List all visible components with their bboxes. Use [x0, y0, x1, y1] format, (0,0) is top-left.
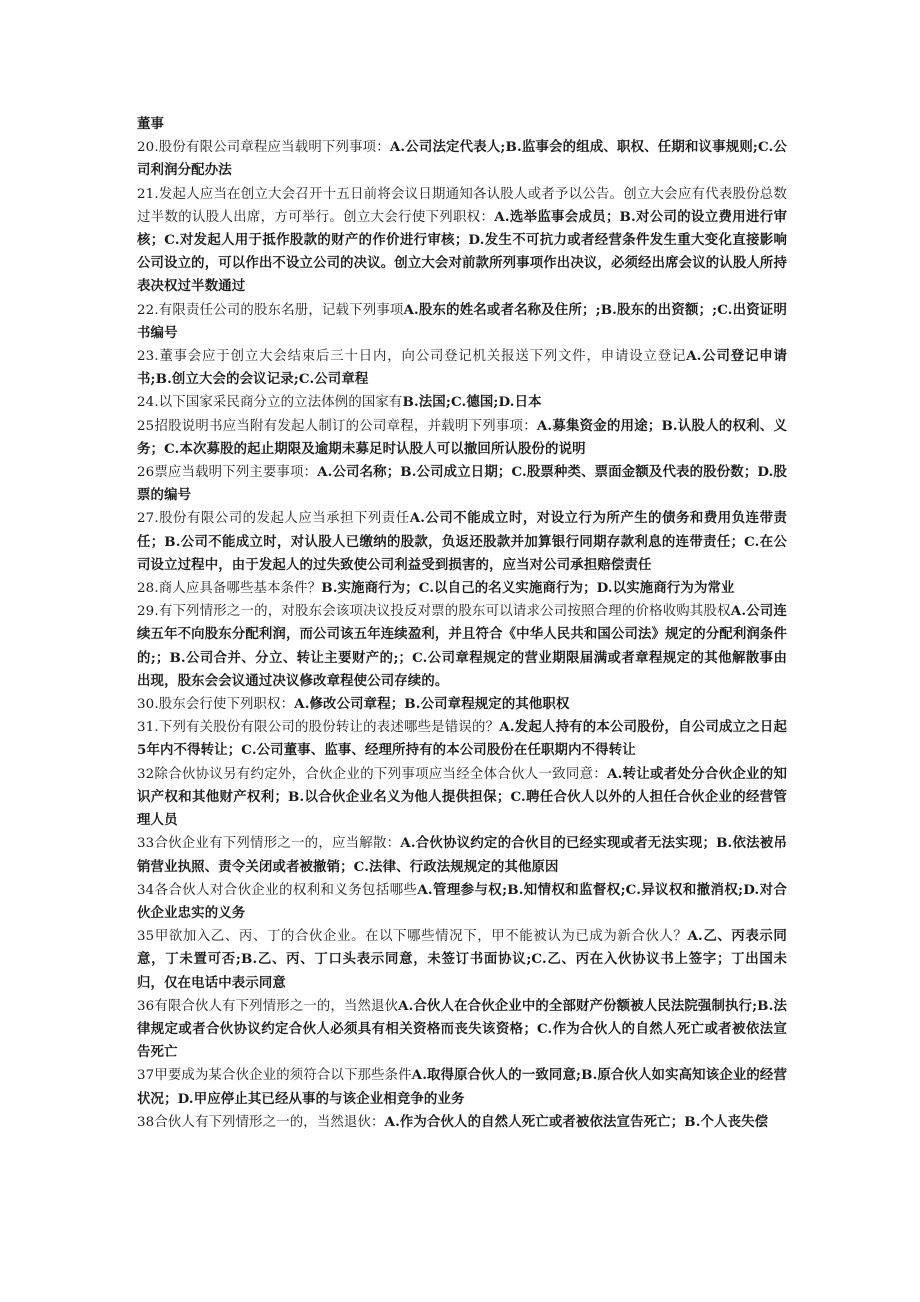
question-text: 24.以下国家采民商分立的立法体例的国家有: [137, 395, 403, 411]
answer-text: A.募集资金的用途；B.认股人的权利、义务；C.本次募股的起止期限及逾期未募足时认股人可以撤回所认股份的说明: [137, 417, 788, 457]
question-text: 37甲要成为某合伙企业的须符合以下那些条件: [137, 1068, 412, 1084]
list-item: [137, 600, 787, 693]
list-item: [137, 577, 787, 600]
question-text: 21.发起人应当在创立大会召开十五日前将会议日期通知各认股人或者予以公告。创立大会应有代表股份总数过半数的认股人出席，方可举行。创立大会行使下列职权：: [137, 186, 787, 225]
answer-text: A.取得原合伙人的一致同意;B.原合伙人如实高知该企业的经营状况；D.甲应停止其已经从事的与该企业相竞争的业务: [137, 1067, 787, 1107]
question-text: 38合伙人有下列情形之一的，当然退伙：: [137, 1114, 385, 1130]
answer-text: A.股东的姓名或者名称及住所；;B.股东的出资额；;C.出资证明书编号: [137, 301, 787, 341]
question-text: 26票应当载明下列主要事项：: [137, 465, 318, 481]
list-item: [137, 183, 787, 299]
list-item: [137, 1111, 787, 1134]
question-text: 33合伙企业有下列情形之一的，应当解散：: [137, 836, 401, 852]
list-item: [137, 995, 787, 1065]
answer-text: A.作为合伙人的自然人死亡或者被依法宣告死亡；B.个人丧失偿: [384, 1113, 769, 1130]
list-item: [137, 507, 787, 577]
answer-text: A.公司不能成立时，对设立行为所产生的债务和费用负连带责任；B.公司不能成立时，对认股人已缴纳的股款，负返还股款并加算银行同期存款利息的连带责任；C.在公司设立过程中，由于发起人的过失致使公司利益受到损害的，应当对公司承担赔偿责任: [137, 510, 787, 573]
answer-text: A.合伙人在合伙企业中的全部财产份额被人民法院强制执行;B.法律规定或者合伙协议约定合伙人必须具有相关资格而丧失该资格；C.作为合伙人的自然人死亡或者被依法宣告死亡: [137, 997, 788, 1061]
list-item: [137, 763, 787, 833]
list-item: [137, 716, 787, 762]
document-body: [137, 113, 787, 1134]
question-text: 28.商人应具备哪些基本条件？: [137, 581, 322, 597]
question-text: 23.董事会应于创立大会结束后三十日内，向公司登记机关报送下列文件，申请设立登记: [137, 349, 687, 365]
answer-text: A.管理参与权;B.知情权和监督权;C.异议权和撤消权;D.对合伙企业忠实的义务: [137, 881, 787, 921]
list-item: [137, 345, 787, 391]
list-item: [137, 415, 787, 461]
answer-text: A.选举监事会成员；B.对公司的设立费用进行审核；C.对发起人用于抵作股款的财产的作价进行审核；D.发生不可抗力或者经营条件发生重大变化直接影响公司设立的，可以作出不设立公司的决议。创立大会对前款所列事项作出决议，必须经出席会议的认股人所持表决权过半数通过: [137, 208, 787, 295]
question-text: 25招股说明书应当附有发起人制订的公司章程，并载明下列事项：: [137, 418, 537, 434]
question-text: 35甲欲加入乙、丙、丁的合伙企业。在以下哪些情况下，甲不能被认为已成为新合伙人？: [137, 929, 688, 945]
answer-text: A.修改公司章程；B.公司章程规定的其他职权: [294, 696, 570, 713]
list-item: [137, 299, 787, 345]
answer-text: B.法国;C.德国;D.日本: [402, 394, 542, 411]
list-item: [137, 832, 787, 878]
list-item: [137, 925, 787, 995]
question-text: 34各合伙人对合伙企业的权利和义务包括哪些: [137, 882, 418, 898]
question-text: 32除合伙协议另有约定外，合伙企业的下列事项应当经全体合伙人一致同意：: [137, 766, 608, 782]
list-item: [137, 461, 787, 507]
question-text: 30.股东会行使下列职权：: [137, 697, 295, 713]
question-text: 20.股份有限公司章程应当载明下列事项：: [137, 140, 390, 156]
question-text: 36有限合伙人有下列情形之一的，当然退伙: [137, 998, 399, 1014]
answer-text: A.公司连续五年不向股东分配利润，而公司该五年连续盈利，并且符合《中华人民共和国公司法》规定的分配利润条件的;；B.公司合并、分立、转让主要财产的;；C.公司章程规定的营业期限届满或者章程规定的其他解散事由出现，股东会会议通过决议修改章程使公司存续的。: [137, 603, 787, 689]
answer-text: A.公司法定代表人;B.监事会的组成、职权、任期和议事规则;C.公司利润分配办法: [137, 139, 787, 179]
list-item: [137, 136, 787, 182]
question-text: 27.股份有限公司的发起人应当承担下列责任: [137, 511, 410, 527]
question-text: 29.有下列情形之一的，对股东会该项决议投反对票的股东可以请求公司按照合理的价格收购其股权: [137, 604, 731, 620]
list-item: [137, 1064, 787, 1110]
list-item: [137, 693, 787, 716]
answer-text: B.实施商行为；C.以自己的名义实施商行为；D.以实施商行为为常业: [321, 580, 735, 597]
answer-text: A.公司名称；B.公司成立日期；C.股票种类、票面金额及代表的股份数；D.股票的编号: [137, 464, 788, 504]
answer-text: A.乙、丙表示同意，丁未置可否;B.乙、丙、丁口头表示同意，未签订书面协议;C.乙、丙在入伙协议书上签字；丁出国未归，仅在电话中表示同意: [137, 928, 787, 991]
question-text: 22.有限责任公司的股东名册，记载下列事项: [137, 302, 404, 318]
question-text: 31.下列有关股份有限公司的股份转让的表述哪些是错误的？: [137, 720, 500, 736]
list-item: [137, 113, 787, 136]
list-item: [137, 391, 787, 414]
answer-text: A.转让或者处分合伙企业的知识产权和其他财产权利；B.以合伙企业名义为他人提供担保；C.聘任合伙人以外的人担任合伙企业的经营管理人员: [137, 765, 787, 829]
answer-text: A.合伙协议约定的合伙目的已经实现或者无法实现；B.依法被吊销营业执照、责令关闭或者被撤销；C.法律、行政法规规定的其他原因: [137, 835, 787, 875]
list-item: [137, 879, 787, 925]
answer-text: 董事: [137, 116, 165, 132]
answer-text: A.公司登记申请书;B.创立大会的会议记录;C.公司章程: [137, 348, 787, 388]
answer-text: A.发起人持有的本公司股份，自公司成立之日起5年内不得转让；C.公司董事、监事、经理所持有的本公司股份在任职期内不得转让: [137, 719, 787, 759]
